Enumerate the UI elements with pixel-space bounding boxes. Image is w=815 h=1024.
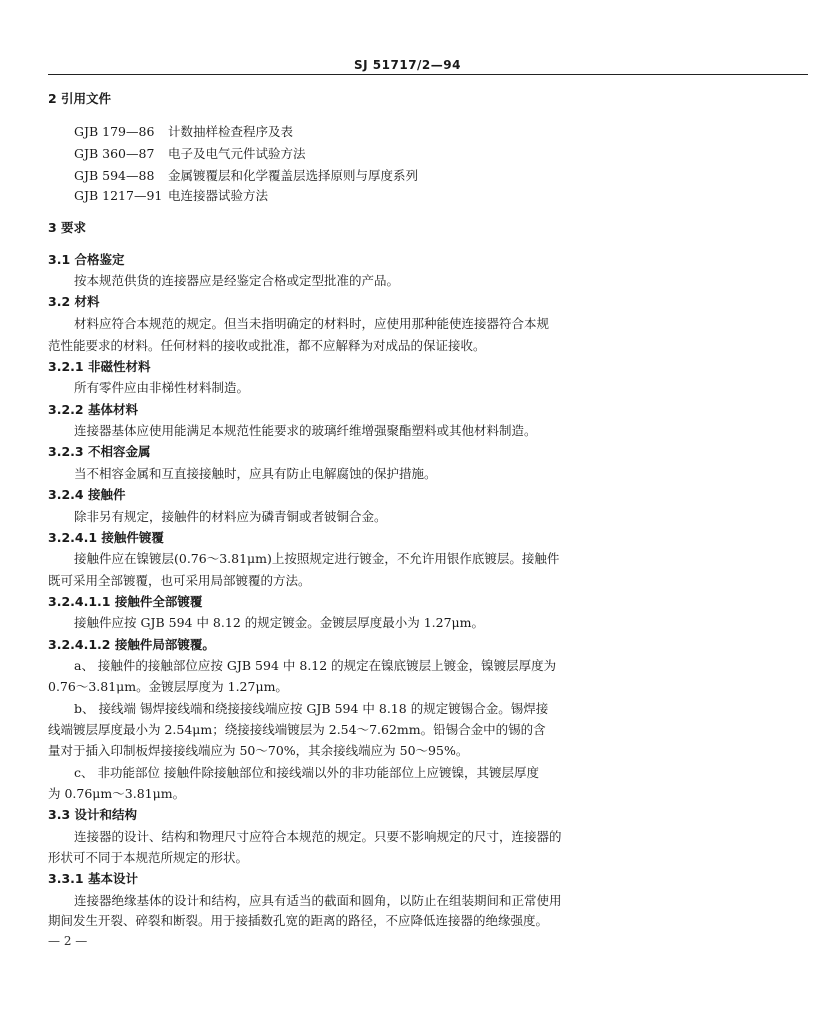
reference-name: 电子及电气元件试验方法 [168,146,306,161]
item-b-text-3: 量对于插入印制板焊接接线端应为 50～70%，其余接线端应为 50～95%。 [48,743,469,758]
reference-name: 计数抽样检查程序及表 [168,124,294,139]
reference-code: GJB 1217—91 [74,188,163,203]
section-3-3-text-2: 形状可不同于本规范所规定的形状。 [48,850,249,865]
item-b-text-1: b、 接线端 锡焊接线端和绕接接线端应按 GJB 594 中 8.18 的规定镀锡合金。锡焊接 [74,701,549,716]
section-3-2-4-text: 除非另有规定，接触件的材料应为磷青铜或者铍铜合金。 [74,509,387,524]
document-code-header: SJ 51717/2—94 [354,58,461,72]
section-3-2-4-1-title: 3.2.4.1 接触件镀覆 [48,530,164,545]
header-rule [48,74,808,75]
section-3-2-3-title: 3.2.3 不相容金属 [48,444,151,459]
reference-item [74,124,293,140]
section-2-title: 2 引用文件 [48,91,112,106]
section-3-2-2-title: 3.2.2 基体材料 [48,402,138,417]
reference-item [74,146,306,162]
page-number: — 2 — [48,934,88,948]
reference-code: GJB 179—86 [74,124,155,139]
item-c-text-1: c、 非功能部位 接触件除接触部位和接线端以外的非功能部位上应镀镍，其镀层厚度 [74,765,539,780]
section-3-3-1-text-2: 期间发生开裂、碎裂和断裂。用于接插数孔宽的距离的路径，不应降低连接器的绝缘强度。 [48,913,549,928]
section-3-2-4-1-text-2: 既可采用全部镀覆，也可采用局部镀覆的方法。 [48,573,311,588]
reference-name: 电连接器试验方法 [168,188,269,203]
section-3-2-3-text: 当不相容金属和互直接接触时，应具有防止电解腐蚀的保护措施。 [74,466,437,481]
section-3-2-4-1-1-text: 接触件应按 GJB 594 中 8.12 的规定镀金。金镀层厚度最小为 1.27μm。 [74,615,485,630]
section-3-2-1-title: 3.2.1 非磁性材料 [48,359,151,374]
section-3-2-text-1: 材料应符合本规范的规定。但当未指明确定的材料时，应使用那种能使连接器符合本规 [74,316,550,331]
section-3-3-title: 3.3 设计和结构 [48,807,137,822]
section-3-2-4-1-1-title: 3.2.4.1.1 接触件全部镀覆 [48,594,203,609]
section-3-2-4-1-2-title: 3.2.4.1.2 接触件局部镀覆。 [48,637,215,652]
section-3-2-text-2: 范性能要求的材料。任何材料的接收或批准，都不应解释为对成品的保证接收。 [48,338,486,353]
section-3-1-title: 3.1 合格鉴定 [48,252,125,267]
section-3-2-2-text: 连接器基体应使用能满足本规范性能要求的玻璃纤维增强聚酯塑料或其他材料制造。 [74,423,537,438]
section-3-2-4-1-text-1: 接触件应在镍镀层(0.76～3.81μm)上按照规定进行镀金，不允许用银作底镀层。接触件 [74,551,560,566]
section-3-3-1-title: 3.3.1 基本设计 [48,871,138,886]
item-a-text-1: a、 接触件的接触部位应按 GJB 594 中 8.12 的规定在镍底镀层上镀金，镍镀层厚度为 [74,658,557,673]
reference-item [74,168,418,184]
section-3-2-4-title: 3.2.4 接触件 [48,487,126,502]
reference-code: GJB 360—87 [74,146,155,161]
reference-name: 金属镀覆层和化学覆盖层选择原则与厚度系列 [168,168,419,183]
reference-item [74,188,268,204]
reference-code: GJB 594—88 [74,168,155,183]
section-3-3-text-1: 连接器的设计、结构和物理尺寸应符合本规范的规定。只要不影响规定的尺寸，连接器的 [74,829,562,844]
section-3-3-1-text-1: 连接器绝缘基体的设计和结构，应具有适当的截面和圆角，以防止在组装期间和正常使用 [74,893,562,908]
section-3-1-text: 按本规范供货的连接器应是经鉴定合格或定型批准的产品。 [74,273,400,288]
item-a-text-2: 0.76～3.81μm。金镀层厚度为 1.27μm。 [48,679,288,694]
section-3-title: 3 要求 [48,220,87,235]
item-b-text-2: 线端镀层厚度最小为 2.54μm；绕接接线端镀层为 2.54～7.62mm。铅锡合金中的锡的含 [48,722,546,737]
item-c-text-2: 为 0.76μm～3.81μm。 [48,786,186,801]
section-3-2-title: 3.2 材料 [48,294,100,309]
section-3-2-1-text: 所有零件应由非梯性材料制造。 [74,380,250,395]
